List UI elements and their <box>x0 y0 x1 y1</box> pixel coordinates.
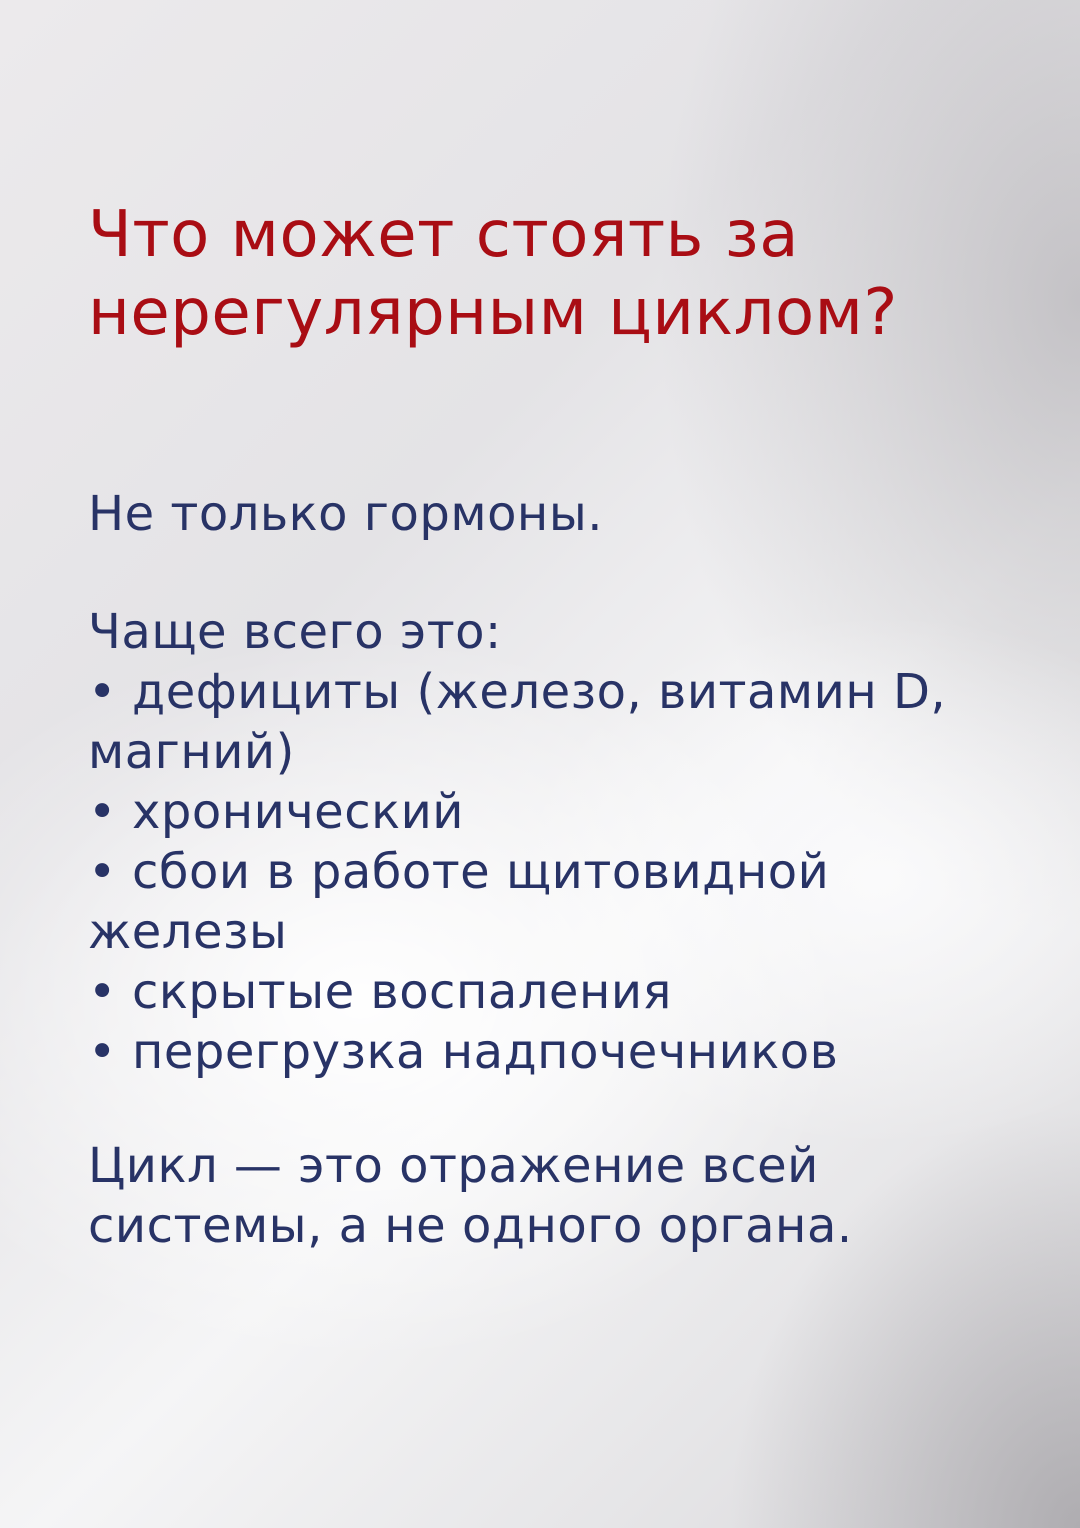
title-line-1: Что может стоять за <box>88 198 799 272</box>
list-item <box>88 962 1038 1022</box>
bullet-marker: • <box>88 784 117 840</box>
list-item <box>88 662 1038 722</box>
causes-list <box>88 662 1038 1082</box>
list-item <box>88 782 1038 842</box>
list-item-text: магний) <box>88 724 295 780</box>
conclusion-text <box>88 1136 1038 1256</box>
conclusion-line-2: системы, а не одного органа. <box>88 1198 853 1254</box>
list-item <box>88 1022 1038 1082</box>
list-item-continuation <box>88 902 1038 962</box>
list-item-text: скрытые воспаления <box>132 964 672 1020</box>
bullet-marker: • <box>88 964 117 1020</box>
list-item-text: сбои в работе щитовидной <box>132 844 830 900</box>
bullet-marker: • <box>88 844 117 900</box>
list-item-text: железы <box>88 904 288 960</box>
list-item <box>88 842 1038 902</box>
bullet-marker: • <box>88 1024 117 1080</box>
title-line-2: нерегулярным циклом? <box>88 276 898 350</box>
list-item-continuation <box>88 722 1038 782</box>
intro-line: Не только гормоны. <box>88 486 603 542</box>
list-lead-text <box>88 602 1038 662</box>
list-item-text: хронический <box>132 784 464 840</box>
list-item-text: дефициты (железо, витамин D, <box>132 664 947 720</box>
conclusion-line-1: Цикл — это отражение всей <box>88 1138 819 1194</box>
intro-text <box>88 484 1038 544</box>
bullet-marker: • <box>88 664 117 720</box>
list-item-text: перегрузка надпочечников <box>132 1024 839 1080</box>
lead-line: Чаще всего это: <box>88 604 502 660</box>
page-title <box>88 196 1028 352</box>
